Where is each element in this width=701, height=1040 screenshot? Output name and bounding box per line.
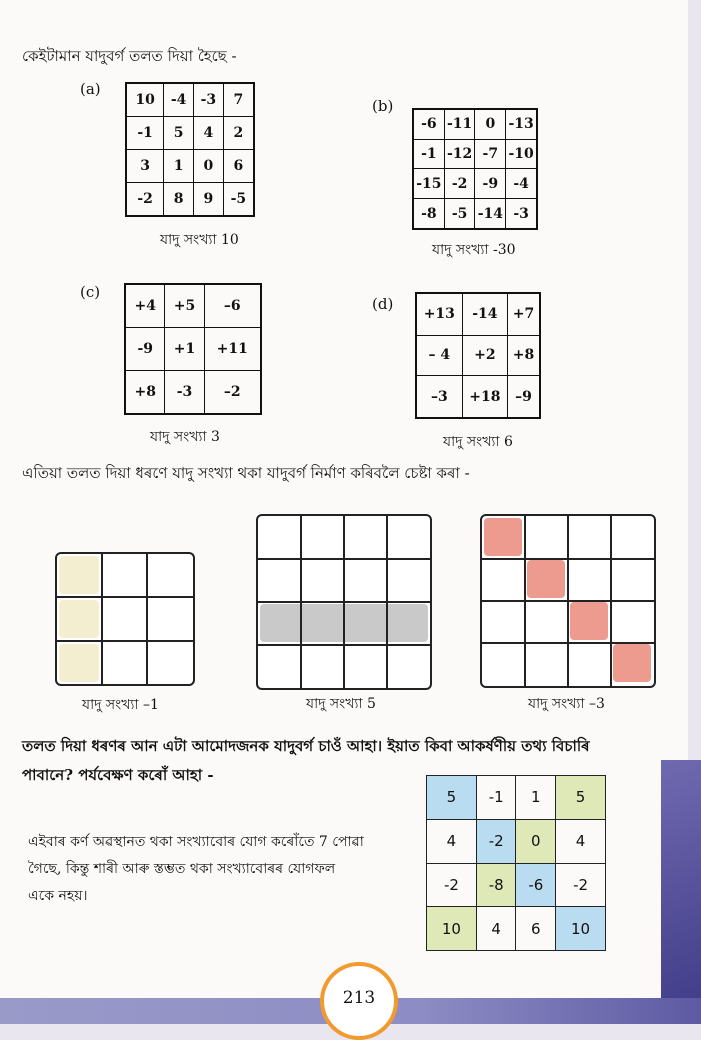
cell: –3 bbox=[416, 376, 462, 418]
magic-square-b bbox=[412, 108, 538, 230]
cell: 4 bbox=[476, 907, 516, 951]
empty-square-4x4-a[interactable] bbox=[256, 514, 432, 690]
cell: 10 bbox=[126, 83, 164, 117]
cell: -11 bbox=[444, 109, 475, 139]
cell: +1 bbox=[165, 328, 204, 371]
highlight-cell bbox=[59, 600, 99, 638]
cell: -14 bbox=[462, 293, 507, 335]
empty-square-4x4-a-caption: যাদু সংখ্যা 5 bbox=[306, 696, 376, 712]
square-b-label: (b) bbox=[372, 97, 394, 115]
highlight-cell bbox=[59, 644, 99, 682]
cell: –2 bbox=[204, 370, 261, 414]
cell: 5 bbox=[164, 117, 194, 150]
square-d-caption: যাদু সংখ্যা 6 bbox=[443, 434, 513, 450]
cell: -5 bbox=[444, 199, 475, 229]
note-line-3: একে নহয়। bbox=[28, 888, 88, 904]
cell: +13 bbox=[416, 293, 462, 335]
cell: -2 bbox=[444, 169, 475, 199]
cell: – 4 bbox=[416, 335, 462, 376]
cell: -2 bbox=[427, 863, 477, 907]
cell: +7 bbox=[508, 293, 540, 335]
cell: –9 bbox=[508, 376, 540, 418]
empty-square-3x3[interactable] bbox=[55, 552, 195, 686]
cell: -15 bbox=[413, 169, 444, 199]
cell: -2 bbox=[126, 182, 164, 216]
empty-square-4x4-b-caption: যাদু সংখ্যা –3 bbox=[528, 696, 605, 712]
note-line-2: গৈছে, কিন্তু শাৰী আৰু স্তম্ভত থকা সংখ্যাবোৰৰ যোগফল bbox=[28, 861, 336, 877]
cell: -8 bbox=[413, 199, 444, 229]
cell: +8 bbox=[508, 335, 540, 376]
cell: +11 bbox=[204, 328, 261, 371]
square-d-label: (d) bbox=[372, 295, 394, 313]
square-c-label: (c) bbox=[80, 283, 101, 301]
task-text: এতিয়া তলত দিয়া ধৰণে যাদু সংখ্যা থকা যাদুবৰ্গ নিৰ্মাণ কৰিবলৈ চেষ্টা কৰা - bbox=[22, 464, 470, 482]
cell: 4 bbox=[556, 819, 606, 863]
cell: -1 bbox=[126, 117, 164, 150]
page-number: 213 bbox=[320, 962, 398, 1040]
cell: –6 bbox=[204, 284, 261, 328]
cell: 10 bbox=[427, 907, 477, 951]
cell: -8 bbox=[476, 863, 516, 907]
empty-square-3x3-caption: যাদু সংখ্যা –1 bbox=[82, 697, 159, 713]
cell: -1 bbox=[413, 139, 444, 169]
cell: -12 bbox=[444, 139, 475, 169]
cell: -4 bbox=[164, 83, 194, 117]
cell: -1 bbox=[476, 776, 516, 820]
cell: -9 bbox=[475, 169, 506, 199]
cell: 5 bbox=[427, 776, 477, 820]
cell: -14 bbox=[475, 199, 506, 229]
cell: +2 bbox=[462, 335, 507, 376]
cell: 0 bbox=[194, 149, 224, 182]
cell: 4 bbox=[194, 117, 224, 150]
cell: -2 bbox=[556, 863, 606, 907]
cell: +4 bbox=[125, 284, 165, 328]
highlight-cell bbox=[613, 644, 651, 682]
square-a-caption: যাদু সংখ্যা 10 bbox=[160, 232, 239, 248]
cell: -4 bbox=[506, 169, 537, 199]
special-magic-square bbox=[426, 775, 606, 951]
cell: 0 bbox=[516, 819, 556, 863]
cell: -2 bbox=[476, 819, 516, 863]
cell: -6 bbox=[516, 863, 556, 907]
cell: 4 bbox=[427, 819, 477, 863]
cell: -7 bbox=[475, 139, 506, 169]
paragraph-line-1: তলত দিয়া ধৰণৰ আন এটা আমোদজনক যাদুবৰ্গ চাওঁ আহা। ইয়াত কিবা আকৰ্ষণীয় তথ্য বিচাৰি bbox=[22, 737, 590, 755]
intro-text: কেইটামান যাদুবৰ্গ তলত দিয়া হৈছে - bbox=[22, 47, 237, 65]
cell: +8 bbox=[125, 370, 165, 414]
highlight-cell bbox=[59, 556, 99, 594]
cell: +5 bbox=[165, 284, 204, 328]
cell: 7 bbox=[223, 83, 254, 117]
cell: 10 bbox=[556, 907, 606, 951]
cell: 2 bbox=[223, 117, 254, 150]
highlight-cell bbox=[527, 560, 565, 598]
cell: 1 bbox=[516, 776, 556, 820]
cell: -13 bbox=[506, 109, 537, 139]
square-a-label: (a) bbox=[80, 80, 101, 98]
cell: 5 bbox=[556, 776, 606, 820]
empty-square-4x4-b[interactable] bbox=[480, 514, 656, 688]
decorative-corner bbox=[661, 760, 701, 1024]
cell: 1 bbox=[164, 149, 194, 182]
cell: 3 bbox=[126, 149, 164, 182]
square-c-caption: যাদু সংখ্যা 3 bbox=[150, 429, 220, 445]
cell: -3 bbox=[194, 83, 224, 117]
square-b-caption: যাদু সংখ্যা -30 bbox=[432, 242, 516, 258]
cell: 6 bbox=[516, 907, 556, 951]
paragraph-line-2: পাবানে? পৰ্যবেক্ষণ কৰোঁ আহা - bbox=[22, 766, 214, 784]
cell: -6 bbox=[413, 109, 444, 139]
magic-square-a bbox=[125, 82, 255, 217]
cell: -3 bbox=[165, 370, 204, 414]
cell: -3 bbox=[506, 199, 537, 229]
cell: 6 bbox=[223, 149, 254, 182]
cell: 8 bbox=[164, 182, 194, 216]
highlight-cell bbox=[570, 602, 608, 640]
magic-square-c bbox=[124, 283, 262, 415]
cell: -5 bbox=[223, 182, 254, 216]
note-line-1: এইবাৰ কৰ্ণ অৱস্থানত থকা সংখ্যাবোৰ যোগ কৰোঁতে 7 পোৱা bbox=[28, 834, 364, 850]
cell: -10 bbox=[506, 139, 537, 169]
highlight-cell bbox=[484, 518, 522, 556]
cell: 9 bbox=[194, 182, 224, 216]
cell: -9 bbox=[125, 328, 165, 371]
magic-square-d bbox=[415, 292, 541, 419]
cell: 0 bbox=[475, 109, 506, 139]
cell: +18 bbox=[462, 376, 507, 418]
